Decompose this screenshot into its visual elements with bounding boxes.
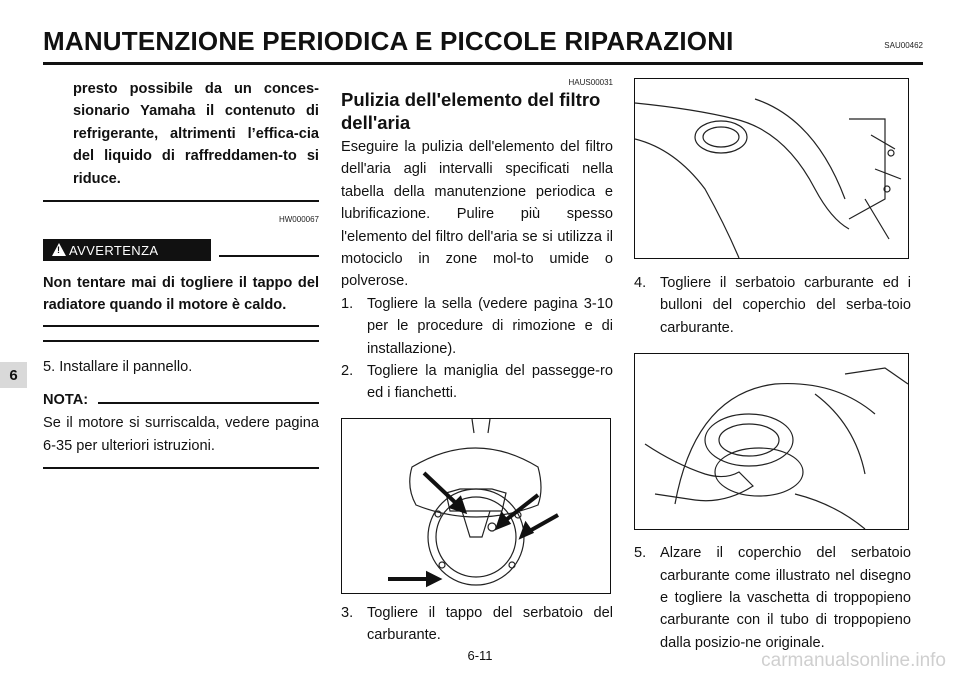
note-rule: [98, 402, 319, 404]
note-text: Se il motore si surriscalda, vedere pagina 6-35 per ulteriori istruzioni.: [43, 415, 319, 454]
fuel-cap-illustration: [341, 418, 611, 594]
divider: [43, 340, 319, 342]
warning-badge: [43, 239, 211, 261]
chapter-tab: 6: [0, 362, 27, 388]
divider: [43, 325, 319, 327]
warning-header: [43, 238, 319, 262]
list-item: 3. Togliere il tappo del serbatoio del carburante.: [341, 604, 613, 644]
list-item: 4. Togliere il serbatoio carburante ed i bulloni del coperchio del serba-toio carburante.: [634, 275, 911, 336]
section-heading: Pulizia dell'elemento del filtro dell'aria: [341, 89, 601, 133]
divider: [43, 200, 319, 202]
column-left: [43, 78, 319, 469]
fuel-tank-drawing: [635, 79, 908, 258]
column-right: [634, 78, 911, 654]
list-item: 1. Togliere la sella (vedere pagina 3-10 per le procedure di rimozione e di installazione).: [341, 295, 613, 357]
warning-rule: [219, 255, 319, 257]
list-item: 5. Alzare il coperchio del serbatoio carburante come illustrato nel disegno e togliere la vaschetta di troppopieno carburante con il tubo di troppopieno dalla posizio-ne originale.: [634, 545, 911, 651]
note-label: NOTA:: [43, 392, 89, 409]
header-code: SAU00462: [884, 41, 923, 50]
fuel-tank-illustration: [634, 78, 909, 259]
warning-text: Non tentare mai di togliere il tappo del radiatore quando il motore è caldo.: [43, 275, 319, 314]
header-rule: [43, 62, 923, 65]
section-intro: Eseguire la pulizia dell'elemento del filtro dell'aria agli intervalli specificati nella tabella della manutenzione periodica e lubrificazione. Pulire più spesso l'elemento del filtro dell'aria se si utilizza il motociclo in zone mol-to umide o polverose.: [341, 139, 613, 290]
tank-cover-drawing: [635, 354, 908, 529]
watermark: carmanualsonline.info: [761, 650, 946, 671]
warning-code: HW000067: [278, 215, 319, 225]
step-5-left: 5. Installare il pannello.: [43, 358, 193, 375]
intro-bold-text: presto possibile da un conces-sionario Yamaha il contenuto di refrigerante, altrimenti l’effica-cia del liquido di raffreddamen-to si riduce.: [73, 81, 319, 187]
warning-label: AVVERTENZA: [69, 242, 159, 258]
list-item: 2. Togliere la maniglia del passegge-ro ed i fianchetti.: [341, 363, 613, 402]
warning-triangle-icon: [52, 243, 66, 256]
column-middle: [341, 78, 613, 647]
note-header: [43, 392, 319, 408]
tank-cover-illustration: [634, 353, 909, 530]
page-title: MANUTENZIONE PERIODICA E PICCOLE RIPARAZIONI: [43, 26, 734, 56]
fuel-cap-drawing: [342, 419, 610, 593]
page-header: [43, 26, 923, 60]
section-code: HAUS00031: [568, 78, 613, 87]
page-number: 6-11: [467, 648, 493, 663]
divider: [43, 467, 319, 469]
